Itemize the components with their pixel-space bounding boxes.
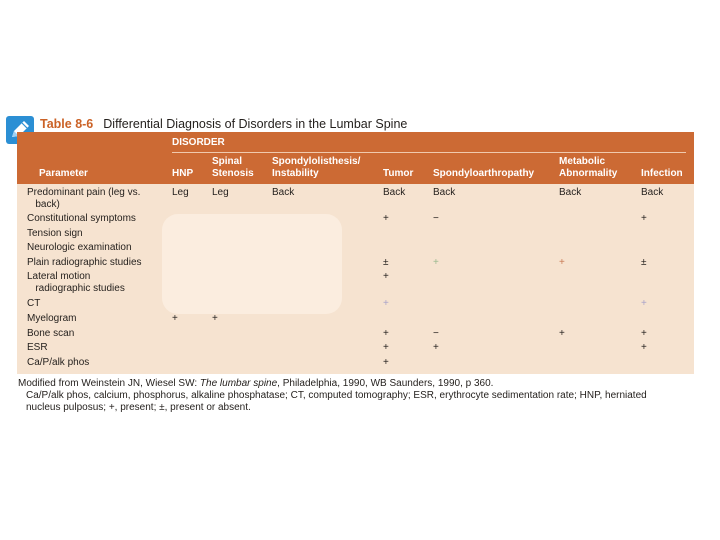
cell-metabolic: + — [559, 257, 565, 268]
row-param: ESR — [27, 342, 48, 353]
header-hnp: HNP — [172, 168, 194, 179]
table-header — [17, 132, 694, 184]
cell-spondyloarthropathy: − — [433, 213, 439, 224]
cell-stenosis: + — [212, 313, 218, 324]
row-param: CT — [27, 298, 41, 309]
cell-tumor: ± — [383, 257, 389, 268]
cell-spondyloarthropathy: + — [433, 257, 439, 268]
table-caption: Differential Diagnosis of Disorders in the Lumbar Spine — [103, 117, 408, 131]
cell-tumor: + — [383, 328, 389, 339]
row-param: Myelogram — [27, 313, 77, 324]
row-param: Predominant pain (leg vs. back) — [27, 187, 141, 210]
row-param: Neurologic examination — [27, 242, 132, 253]
cell-hnp: + — [172, 313, 178, 324]
footnote-abbreviations: Ca/P/alk phos, calcium, phosphorus, alkaline phosphatase; CT, computed tomography; ESR, erythrocyte sedimentation rate; HNP, herniated nucleus pulposus; +, present; ±, present or absent. — [26, 390, 647, 413]
table-number: Table 8-6 — [40, 117, 94, 131]
row-param: Bone scan — [27, 328, 75, 339]
row-param: Lateral motion radiographic studies — [27, 271, 125, 294]
header-spondylolisthesis: Spondylolisthesis/ Instability — [272, 156, 361, 179]
row-param: Plain radiographic studies — [27, 257, 142, 268]
cell-tumor: + — [383, 298, 389, 309]
header-infection: Infection — [641, 168, 683, 179]
cell-spondyloarthropathy: Back — [433, 187, 456, 198]
cell-tumor: + — [383, 271, 389, 282]
cell-spondyloarthropathy: − — [433, 328, 439, 339]
blank-overlay — [162, 214, 342, 314]
cell-hnp: Leg — [172, 187, 189, 198]
header-tumor: Tumor — [383, 168, 414, 179]
header-parameter: Parameter — [39, 168, 88, 179]
cell-infection: + — [641, 328, 647, 339]
row-param: Ca/P/alk phos — [27, 357, 90, 368]
row-param: Constitutional symptoms — [27, 213, 136, 224]
cell-tumor: Back — [383, 187, 406, 198]
table-panel — [17, 132, 694, 374]
cell-tumor: + — [383, 357, 389, 368]
table-title — [40, 117, 407, 131]
cell-tumor: + — [383, 342, 389, 353]
header-stenosis: Spinal Stenosis — [212, 156, 254, 179]
cell-metabolic: Back — [559, 187, 582, 198]
header-metabolic: Metabolic Abnormality — [559, 156, 618, 179]
header-disorder: DISORDER — [172, 137, 225, 148]
header-divider — [172, 152, 686, 153]
footnote-source: Modified from Weinstein JN, Wiesel SW: The lumbar spine, Philadelphia, 1990, WB Saunders, 1990, p 360. — [18, 378, 494, 389]
cell-infection: Back — [641, 187, 664, 198]
row-param: Tension sign — [27, 228, 83, 239]
footnote — [18, 378, 678, 414]
cell-metabolic: + — [559, 328, 565, 339]
cell-infection: + — [641, 298, 647, 309]
cell-stenosis: Leg — [212, 187, 229, 198]
cell-infection: ± — [641, 257, 647, 268]
cell-spondyloarthropathy: + — [433, 342, 439, 353]
cell-spondylolisthesis: Back — [272, 187, 295, 198]
cell-infection: + — [641, 342, 647, 353]
header-spondyloarthropathy: Spondyloarthropathy — [433, 168, 535, 179]
cell-infection: + — [641, 213, 647, 224]
cell-tumor: + — [383, 213, 389, 224]
